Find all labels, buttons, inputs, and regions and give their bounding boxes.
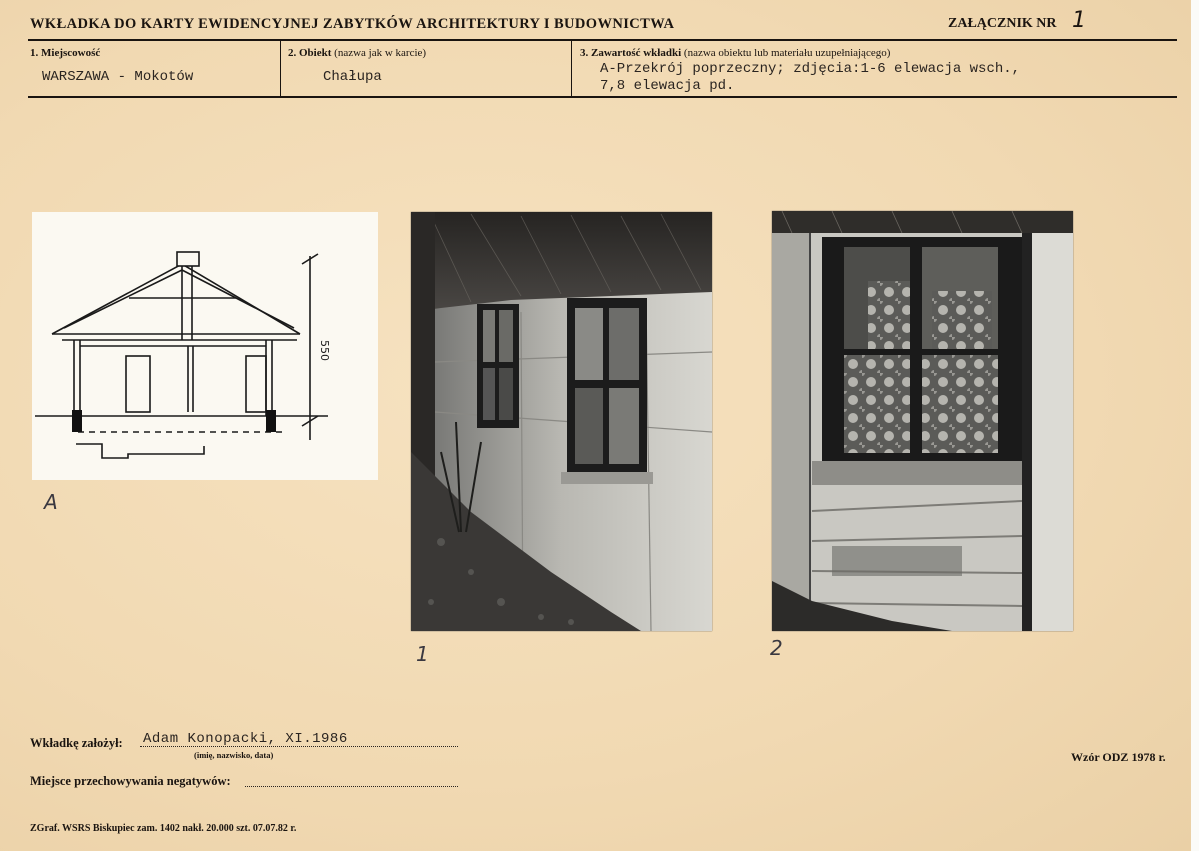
annex-number: 1 (1072, 8, 1086, 33)
dimension-label: 550 (318, 340, 331, 361)
contents-label-note: (nazwa obiektu lub materiału uzupełniającego) (683, 47, 891, 59)
photo-2-caption: 2 (770, 636, 783, 660)
field-divider-2 (571, 40, 572, 96)
storage-label: Miejsce przechowywania negatywów: (30, 774, 231, 788)
header-rule-bottom (28, 96, 1177, 98)
photo-2-image (772, 211, 1073, 631)
contents-line-1: A-Przekrój poprzeczny; zdjęcia:1-6 elewacja wsch., (600, 61, 1021, 77)
form-pattern: Wzór ODZ 1978 r. (1071, 750, 1166, 764)
object-label-note: (nazwa jak w karcie) (334, 47, 427, 59)
form-title: WKŁADKA DO KARTY EWIDENCYJNEJ ZABYTKÓW ARCHITEKTURY I BUDOWNICTWA (30, 16, 675, 32)
created-by-line (140, 746, 458, 747)
drawing-caption: A (44, 490, 58, 514)
photo-1-caption: 1 (416, 642, 429, 666)
contents-label (580, 47, 890, 59)
object-label-main: 2. Obiekt (288, 47, 332, 59)
print-info: ZGraf. WSRS Biskupiec zam. 1402 nakł. 20.000 szt. 07.07.82 r. (30, 823, 297, 834)
created-by-label: Wkładkę założył: (30, 736, 123, 750)
object-value: Chałupa (323, 69, 382, 85)
contents-label-main: 3. Zawartość wkładki (580, 47, 682, 59)
created-by-hint: (imię, nazwisko, data) (194, 750, 274, 760)
locality-label: 1. Miejscowość (30, 47, 101, 59)
locality-value: WARSZAWA - Mokotów (42, 69, 194, 85)
photo-1-image (411, 212, 712, 631)
scan-edge (1191, 0, 1199, 851)
cross-section-svg (32, 212, 378, 480)
object-label (288, 47, 426, 59)
header-rule-top (28, 39, 1177, 41)
field-divider-1 (280, 40, 281, 96)
created-by-value: Adam Konopacki, XI.1986 (143, 731, 348, 747)
photo-east-elevation-1 (411, 212, 712, 631)
storage-line (245, 786, 458, 787)
photo-east-elevation-2 (772, 211, 1073, 631)
cross-section-drawing (32, 212, 378, 480)
annex-label: ZAŁĄCZNIK NR (948, 16, 1057, 31)
contents-line-2: 7,8 elewacja pd. (600, 78, 735, 94)
